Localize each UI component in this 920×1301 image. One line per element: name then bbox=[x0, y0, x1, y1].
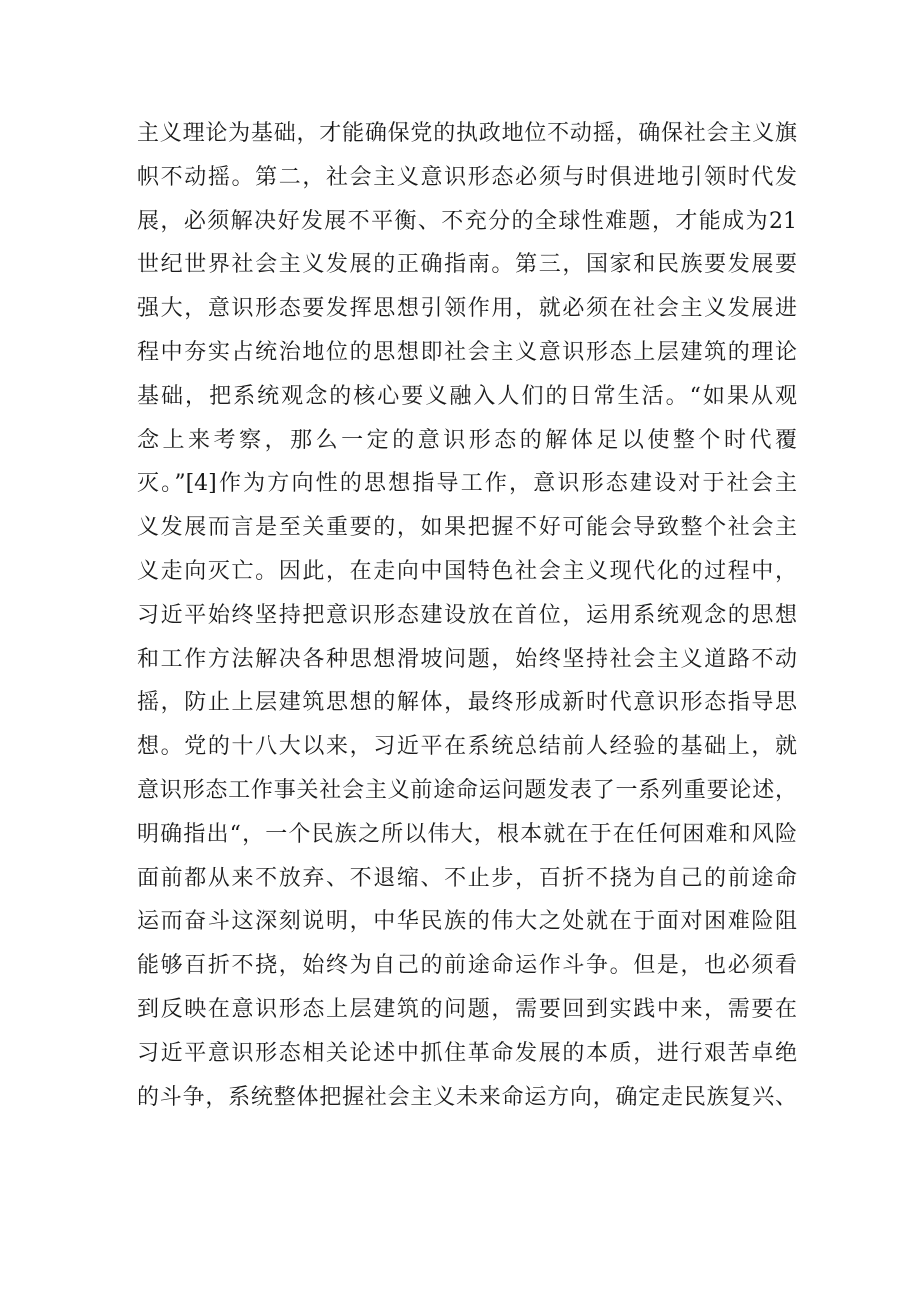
text-line: 意识形态工作事关社会主义前途命运问题发表了一系列重要论述， bbox=[137, 777, 797, 803]
body-text bbox=[137, 112, 797, 1119]
text-line: 运而奋斗这深刻说明，中华民族的伟大之处就在于面对困难险阻 bbox=[137, 909, 797, 935]
text-line: 的斗争，系统整体把握社会主义未来命运方向，确定走民族复兴、 bbox=[137, 1084, 797, 1110]
text-line: 主义理论为基础，才能确保党的执政地位不动摇，确保社会主义旗 bbox=[137, 121, 797, 146]
text-line: 念上来考察，那么一定的意识形态的解体足以使整个时代覆 bbox=[137, 427, 797, 453]
text-line: 和工作方法解决各种思想滑坡问题，始终坚持社会主义道路不动 bbox=[137, 646, 797, 672]
text-line: 想。党的十八大以来，习近平在系统总结前人经验的基础上，就 bbox=[137, 734, 797, 760]
text-line: 展，必须解决好发展不平衡、不充分的全球性难题，才能成为21 bbox=[137, 208, 797, 234]
text-line: 帜不动摇。第二，社会主义意识形态必须与时俱进地引领时代发 bbox=[137, 164, 797, 190]
text-line: 基础，把系统观念的核心要义融入人们的日常生活。“如果从观 bbox=[137, 383, 797, 409]
text-line: 世纪世界社会主义发展的正确指南。第三，国家和民族要发展要 bbox=[137, 252, 797, 278]
text-line: 程中夯实占统治地位的思想即社会主义意识形态上层建筑的理论 bbox=[137, 339, 797, 365]
text-line: 习近平始终坚持把意识形态建设放在首位，运用系统观念的思想 bbox=[137, 602, 797, 628]
text-line: 强大，意识形态要发挥思想引领作用，就必须在社会主义发展进 bbox=[137, 296, 797, 322]
text-line: 义发展而言是至关重要的，如果把握不好可能会导致整个社会主 bbox=[137, 515, 797, 541]
text-line: 习近平意识形态相关论述中抓住革命发展的本质，进行艰苦卓绝 bbox=[137, 1040, 797, 1066]
text-line: 义走向灭亡。因此，在走向中国特色社会主义现代化的过程中， bbox=[137, 558, 797, 584]
text-line: 灭。”[4]作为方向性的思想指导工作，意识形态建设对于社会主 bbox=[137, 471, 797, 497]
text-line: 到反映在意识形态上层建筑的问题，需要回到实践中来，需要在 bbox=[137, 996, 797, 1022]
text-line: 面前都从来不放弃、不退缩、不止步，百折不挠为自己的前途命 bbox=[137, 865, 797, 891]
text-line: 能够百折不挠，始终为自己的前途命运作斗争。但是，也必须看 bbox=[137, 953, 797, 979]
text-line: 摇，防止上层建筑思想的解体，最终形成新时代意识形态指导思 bbox=[137, 690, 797, 716]
text-line: 明确指出“，一个民族之所以伟大，根本就在于在任何困难和风险 bbox=[137, 821, 797, 847]
